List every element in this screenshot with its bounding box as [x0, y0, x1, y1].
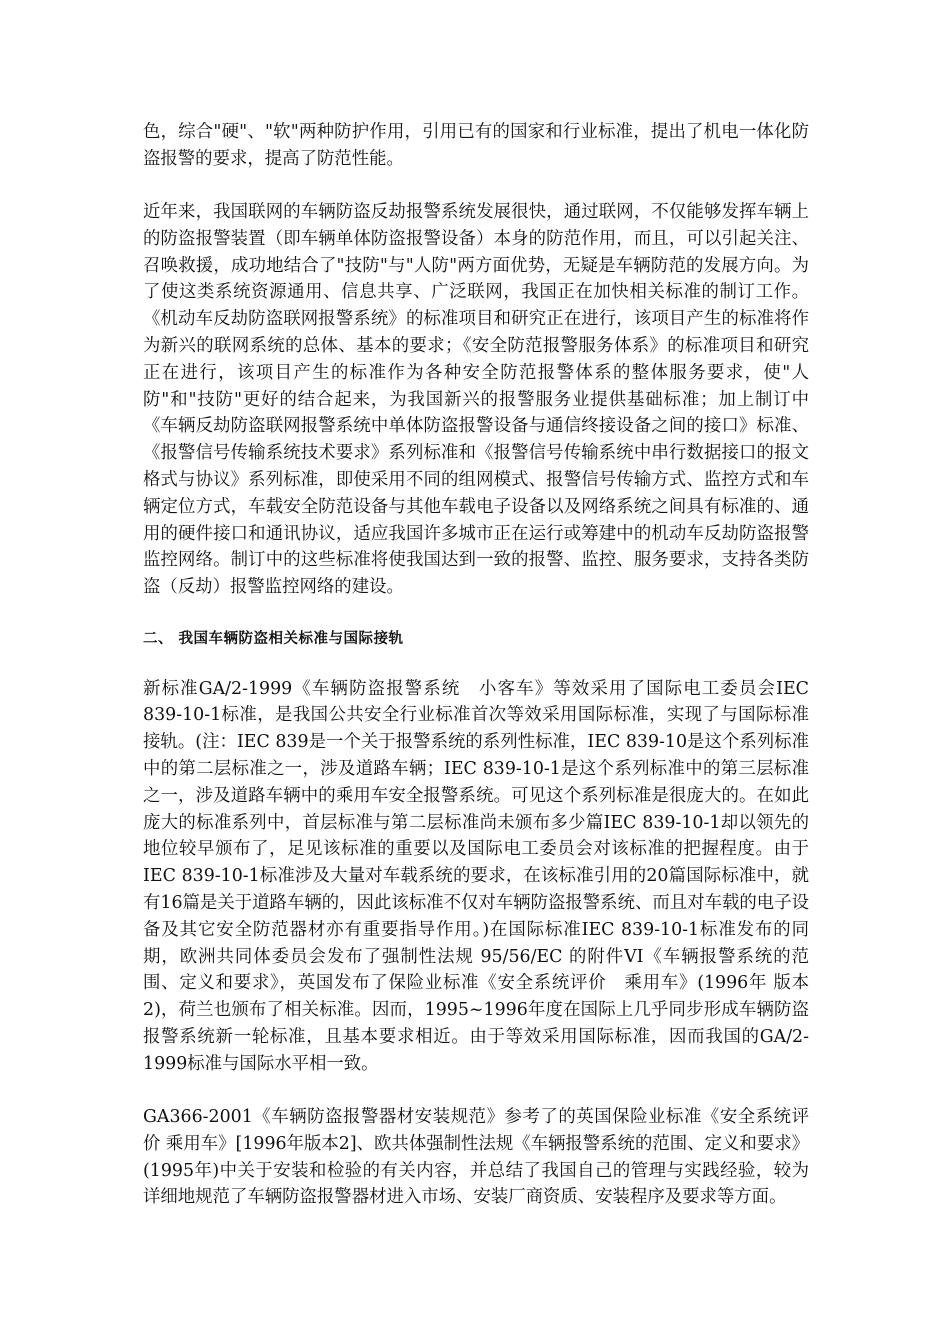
section-heading: 二、 我国车辆防盗相关标准与国际接轨	[143, 630, 404, 647]
paragraph-intro-continuation: 色，综合"硬"、"软"两种防护作用，引用已有的国家和行业标准，提出了机电一体化防盗报警的要求，提高了防范性能。	[143, 122, 809, 169]
paragraph-ga2-1999-standard: 新标准GA/2-1999《车辆防盗报警系统 小客车》等效采用了国际电工委员会IEC 839-10-1标准，是我国公共安全行业标准首次等效采用国际标准，实现了与国际标准接轨。(注：IEC 839是一个关于报警系统的系列性标准，IEC 839-10是这个系列标准中的第二层标准之一，涉及道路车辆；IEC 839-10-1是这个系列标准中的第三层标准之一，涉及道路车辆中的乘用车安全报警系统。可见这个系列标准是很庞大的。在如此庞大的标准系列中，首层标准与第二层标准尚未颁布多少篇IEC 839-10-1却以领先的地位较早颁布了，足见该标准的重要以及国际电工委员会对该标准的把握程度。由于IEC 839-10-1标准涉及大量对车载系统的要求，在该标准引用的20篇国际标准中，就有16篇是关于道路车辆的，因此该标准不仅对车辆防盗报警系统、而且对车载的电子设备及其它安全防范器材亦有重要指导作用。)在国际标准IEC 839-10-1标准发布的同期，欧洲共同体委员会发布了强制性法规 95/56/EC 的附件VI《车辆报警系统的范围、定义和要求》，英国发布了保险业标准《安全系统评价 乘用车》(1996年 版本2)，荷兰也颁布了相关标准。因而，1995~1996年度在国际上几乎同步形成车辆防盗报警系统新一轮标准，且基本要求相近。由于等效采用国际标准，因而我国的GA/2-1999标准与国际水平相一致。	[143, 678, 809, 1074]
paragraph-ga366-2001-standard: GA366-2001《车辆防盗报警器材安装规范》参考了的英国保险业标准《安全系统评价 乘用车》[1996年版本2]、欧共体强制性法规《车辆报警系统的范围、定义和要求》(1995年)中关于安装和检验的有关内容，并总结了我国自己的管理与实践经验，较为详细地规范了车辆防盗报警器材进入市场、安装厂商资质、安装程序及要求等方面。	[143, 1107, 809, 1208]
paragraph-networked-alarm-systems: 近年来，我国联网的车辆防盗反劫报警系统发展很快，通过联网，不仅能够发挥车辆上的防盗报警装置（即车辆单体防盗报警设备）本身的防范作用，而且，可以引起关注、召唤救援，成功地结合了"技防"与"人防"两方面优势，无疑是车辆防范的发展方向。为了使这类系统资源通用、信息共享、广泛联网，我国正在加快相关标准的制订工作。《机动车反劫防盗联网报警系统》的标准项目和研究正在进行，该项目产生的标准将作为新兴的联网系统的总体、基本的要求；《安全防范报警服务体系》的标准项目和研究正在进行，该项目产生的标准作为各种安全防范报警体系的整体服务要求，使"人防"和"技防"更好的结合起来，为我国新兴的报警服务业提供基础标准；加上制订中《车辆反劫防盗联网报警系统中单体防盗报警设备与通信终接设备之间的接口》标准、《报警信号传输系统技术要求》系列标准和《报警信号传输系统中串行数据接口的报文格式与协议》系列标准，即使采用不同的组网模式、报警信号传输方式、监控方式和车辆定位方式，车载安全防范设备与其他车载电子设备以及网络系统之间具有标准的、通用的硬件接口和通讯协议，适应我国许多城市正在运行或筹建中的机动车反劫防盗报警监控网络。制订中的这些标准将使我国达到一致的报警、监控、服务要求，支持各类防盗（反劫）报警监控网络的建设。	[143, 202, 809, 598]
document-body	[143, 119, 809, 1238]
